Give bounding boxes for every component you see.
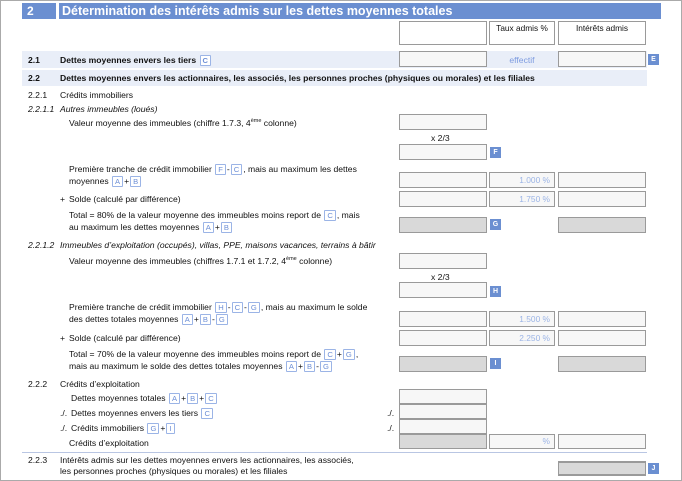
code-chip: I (166, 423, 174, 434)
dettes-tiers-222-input[interactable] (399, 404, 487, 419)
text-fragment: Dettes moyennes envers les tiers (60, 55, 197, 65)
credits-immo-label (71, 423, 176, 434)
text-fragment: + (160, 423, 166, 433)
dettes-totales-input[interactable] (399, 389, 487, 404)
code-chip: C (200, 55, 211, 66)
text-fragment: Valeur moyenne des immeubles (chiffres 1.7.1 et 1.7.2, 4 (69, 256, 287, 266)
row-2-2-label: Dettes moyennes envers les actionnaires, les associés, les personnes proches (physiques ou morales) et les filiales (60, 73, 535, 83)
text-fragment: , mais au maximum le solde (260, 302, 368, 312)
text-fragment: Dettes moyennes totales (71, 393, 166, 403)
text-fragment: Total = 70% de la valeur moyenne des immeubles moins report de (69, 349, 321, 359)
tranche-expl-taux (489, 311, 555, 327)
x23-expl: x 2/3 (431, 272, 450, 282)
solde-expl-taux (489, 330, 555, 346)
credits-expl-pct: % (542, 436, 550, 446)
credits-expl-interets[interactable] (558, 434, 646, 449)
row-2-1-label (60, 55, 212, 66)
credits-expl-label: Crédits d’exploitation (69, 438, 149, 448)
solde-loues-label: Solde (calculé par différence) (69, 194, 181, 204)
less-sign-2: ./. (387, 408, 395, 418)
row-2-2-3-num: 2.2.3 (28, 455, 48, 465)
code-chip: H (215, 302, 226, 313)
row-2-2-1-num: 2.2.1 (28, 90, 48, 100)
text-fragment: - (226, 164, 230, 174)
less-sign-1: ./. (60, 408, 68, 418)
row-2-2-3-line1: Intérêts admis sur les dettes moyennes envers les actionnaires, les associés, (60, 455, 354, 465)
code-chip: G (343, 349, 355, 360)
plus-sign-1: + (60, 194, 66, 204)
code-chip: B (304, 361, 315, 372)
solde-loues-pct: 1.750 % (519, 194, 550, 204)
code-chip: C (232, 302, 243, 313)
total-loues-interets[interactable] (558, 217, 646, 233)
text-fragment: + (214, 222, 220, 232)
x23-loues: x 2/3 (431, 133, 450, 143)
row-2-2-2-label: Crédits d’exploitation (60, 379, 140, 389)
text-fragment: - (244, 302, 247, 312)
section-number: 2 (22, 3, 56, 19)
interets-2-1-input[interactable] (558, 51, 646, 67)
tranche-expl-interets[interactable] (558, 311, 646, 327)
text-fragment: au maximum les dettes moyennes (69, 222, 200, 232)
text-fragment: ème (286, 256, 297, 263)
row-2-2-1-1-num: 2.2.1.1 (28, 104, 55, 114)
text-fragment: - (211, 314, 215, 324)
total-loues-line1 (69, 210, 360, 221)
solde-loues-taux (489, 191, 555, 207)
less-sign-4: ./. (387, 423, 395, 433)
dettes-tiers-input[interactable] (399, 51, 487, 67)
text-fragment: - (227, 302, 231, 312)
text-fragment: des dettes totales moyennes (69, 314, 179, 324)
code-chip: A (182, 314, 193, 325)
tranche-expl-line2 (69, 314, 229, 325)
interets-2-2-3-total[interactable] (558, 461, 646, 476)
dettes-tiers-label (71, 408, 214, 419)
tranche-loues-interets[interactable] (558, 172, 646, 188)
text-fragment: Première tranche de crédit immobilier (69, 164, 212, 174)
row-2-2-3-line2: les personnes proches (physiques ou morales) et les filiales (60, 466, 288, 476)
x23-loues-input[interactable] (399, 144, 487, 160)
code-chip: A (112, 176, 123, 187)
text-fragment: Première tranche de crédit immobilier (69, 302, 212, 312)
tranche-expl-input[interactable] (399, 311, 487, 327)
text-fragment: , mais (336, 210, 360, 220)
code-chip: A (203, 222, 214, 233)
code-chip: F (215, 164, 226, 175)
row-2-2-1-2-label: Immeubles d’exploitation (occupés), villas, PPE, maisons vacances, terrains à bâtir (60, 240, 376, 250)
interets-header: Intérêts admis (575, 23, 629, 33)
text-fragment: + (336, 349, 342, 359)
total-loues-input[interactable] (399, 217, 487, 233)
text-fragment: , (355, 349, 359, 359)
row-2-2-1-2-num: 2.2.1.2 (28, 240, 55, 250)
total-expl-line2 (69, 361, 333, 372)
row-2-2-1-1-label: Autres immeubles (loués) (60, 104, 158, 114)
taux-header: Taux admis % (496, 23, 548, 33)
text-fragment: - (316, 361, 319, 371)
text-fragment: colonne) (296, 256, 333, 266)
x23-expl-input[interactable] (399, 282, 487, 298)
marker-j: J (648, 463, 659, 474)
marker-f: F (490, 147, 501, 158)
marker-i: I (490, 358, 501, 369)
text-fragment: + (181, 393, 187, 403)
code-chip: B (200, 314, 211, 325)
text-fragment: Valeur moyenne des immeubles (chiffre 1.7.3, 4 (69, 118, 251, 128)
divider-2-2-3 (22, 452, 647, 453)
tranche-loues-line2 (69, 176, 142, 187)
code-chip: C (324, 210, 335, 221)
tranche-expl-pct: 1.500 % (519, 314, 550, 324)
code-chip: B (221, 222, 232, 233)
text-fragment: Dettes moyennes envers les tiers (71, 408, 199, 418)
text-fragment: , mais au maximum les dettes (243, 164, 357, 174)
dettes-totales-label (71, 393, 218, 404)
text-fragment: Total = 80% de la valeur moyenne des immeubles moins report de (69, 210, 321, 220)
taux-header-box (489, 21, 555, 45)
tranche-loues-pct: 1.000 % (519, 175, 550, 185)
tranche-expl-line1 (69, 302, 367, 313)
tranche-loues-input[interactable] (399, 172, 487, 188)
row-2-1-num: 2.1 (28, 55, 40, 65)
code-chip: C (231, 164, 242, 175)
solde-loues-interets[interactable] (558, 191, 646, 207)
text-fragment: + (199, 393, 205, 403)
code-chip: A (286, 361, 297, 372)
row-2-2-num: 2.2 (28, 73, 40, 83)
valeur-immeubles-loues-label (69, 118, 297, 128)
tranche-loues-taux (489, 172, 555, 188)
text-fragment: mais au maximum le solde des dettes totales moyennes (69, 361, 283, 371)
marker-g: G (490, 219, 501, 230)
credits-expl-input[interactable] (399, 434, 487, 449)
row-2-2-1-label: Crédits immobiliers (60, 90, 134, 100)
code-chip: G (216, 314, 228, 325)
solde-expl-label: Solde (calculé par différence) (69, 333, 181, 343)
solde-loues-input[interactable] (399, 191, 487, 207)
text-fragment: + (124, 176, 130, 186)
valeur-immeubles-expl-label (69, 256, 332, 266)
code-chip: C (201, 408, 212, 419)
code-chip: G (320, 361, 332, 372)
row-2-2-2-num: 2.2.2 (28, 379, 48, 389)
total-expl-line1 (69, 349, 358, 360)
less-sign-3: ./. (60, 423, 68, 433)
code-chip: B (130, 176, 141, 187)
marker-h: H (490, 286, 501, 297)
section-title: Détermination des intérêts admis sur les dettes moyennes totales (59, 3, 661, 19)
credits-expl-taux (489, 434, 555, 449)
code-chip: G (147, 423, 159, 434)
text-fragment: ème (250, 118, 262, 125)
marker-e: E (648, 54, 659, 65)
code-chip: B (187, 393, 198, 404)
solde-expl-input[interactable] (399, 330, 487, 346)
tranche-loues-line1 (69, 164, 357, 175)
total-loues-line2 (69, 222, 233, 233)
valeur-loues-input[interactable] (399, 114, 487, 130)
text-fragment: + (297, 361, 304, 371)
code-chip: C (324, 349, 335, 360)
code-chip: C (205, 393, 216, 404)
code-chip: G (248, 302, 260, 313)
amount-header-box (399, 21, 487, 45)
text-fragment: Crédits immobiliers (71, 423, 145, 433)
interets-header-box (558, 21, 646, 45)
valeur-expl-input[interactable] (399, 253, 487, 269)
credits-immo-input[interactable] (399, 419, 487, 434)
total-expl-input[interactable] (399, 356, 487, 372)
solde-expl-interets[interactable] (558, 330, 646, 346)
text-fragment: colonne) (261, 118, 297, 128)
effectif-label: effectif (509, 55, 535, 65)
total-expl-interets[interactable] (558, 356, 646, 372)
text-fragment: moyennes (69, 176, 109, 186)
plus-sign-2: + (60, 333, 66, 343)
code-chip: A (169, 393, 180, 404)
text-fragment: + (193, 314, 199, 324)
solde-expl-pct: 2.250 % (519, 333, 550, 343)
